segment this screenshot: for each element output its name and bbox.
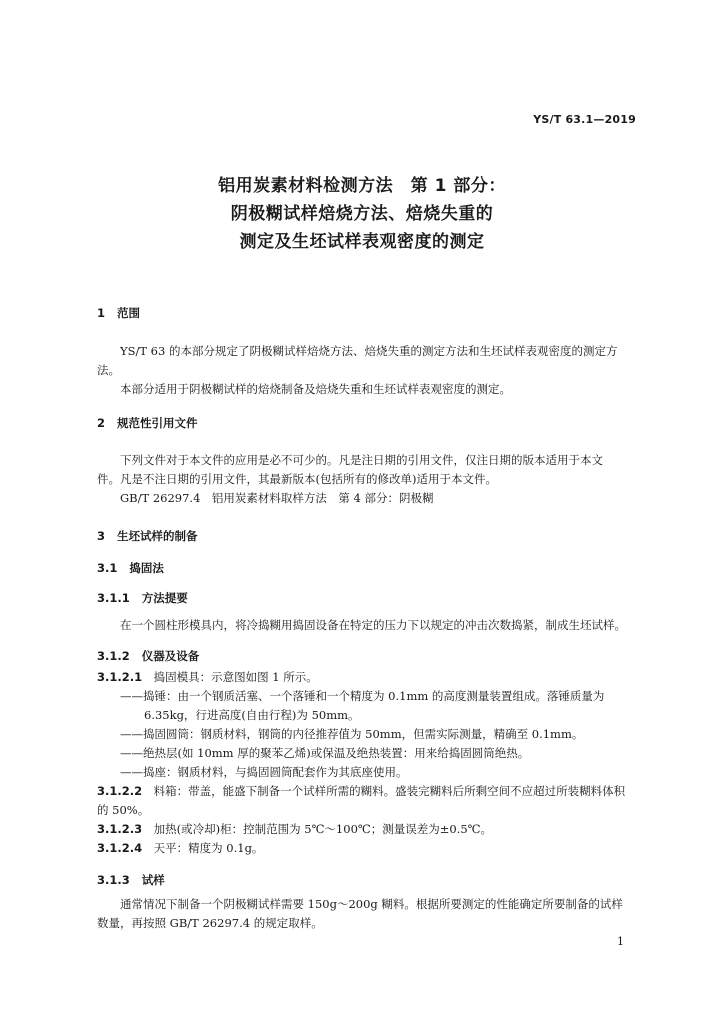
section-1-body: YS/T 63 的本部分规定了阴极糊试样焙烧方法、焙烧失重的测定方法和生坯试样表观密度的测定方 法。 本部分适用于阴极糊试样的焙烧制备及焙烧失重和生坯试样表观密度的测定。 xyxy=(97,344,618,396)
item-3-1-2-4: 3.1.2.4 天平：精度为 0.1g。 xyxy=(97,841,264,855)
section-3-1-heading: 3.1 捣固法 xyxy=(97,561,164,575)
section-3-1-3-heading: 3.1.3 试样 xyxy=(97,873,165,887)
dash-item-ram: ——捣锤：由一个钢质活塞、一个落锤和一个精度为 0.1mm 的高度测量装置组成。落锤质量为 xyxy=(120,689,605,703)
dash-item-insulation: ——绝热层(如 10mm 厚的聚苯乙烯)或保温及绝热装置：用来给捣固圆筒绝热。 xyxy=(120,746,530,760)
section-3-1-1-body: 在一个圆柱形模具内，将冷捣糊用捣固设备在特定的压力下以规定的冲击次数捣紧，制成生坯试样。 xyxy=(120,618,626,632)
title-line-1: 铝用炭素材料检测方法 第 1 部分： xyxy=(218,176,506,196)
item-3-1-2-1: 3.1.2.1 捣固模具：示意图如图 1 所示。 xyxy=(97,670,318,684)
dash-item-cylinder: ——捣固圆筒：钢质材料，钢筒的内径推荐值为 50mm，但需实际测量，精确至 0.1mm。 xyxy=(120,727,584,741)
page-number: 1 xyxy=(617,935,624,948)
title-line-2: 阴极糊试样焙烧方法、焙烧失重的 xyxy=(230,204,494,224)
item-3-1-2-3: 3.1.2.3 加热(或冷却)柜：控制范围为 5℃～100℃；测量误差为±0.5℃。 xyxy=(97,822,493,836)
section-3-heading: 3 生坯试样的制备 xyxy=(97,529,198,543)
item-3-1-2-2: 3.1.2.2 料箱：带盖，能盛下制备一个试样所需的糊料。盛装完糊料后所剩空间不应超过所装糊料体积 xyxy=(97,784,626,798)
section-3-1-2-body: 3.1.2.1 捣固模具：示意图如图 1 所示。 ——捣锤：由一个钢质活塞、一个落锤和一个精度为 0.1mm 的高度测量装置组成。落锤质量为 6.35kg，行进高度(自由行程)为 50mm。 ——捣固圆筒：钢质材料，钢筒的内径推荐值为 50mm，但需实际测量，精确至 0.1mm。 ——绝热层(如 10mm 厚的聚苯乙烯)或保温及绝热装置：用来给捣固圆筒绝热。 ——捣座：钢质材料，与捣固圆筒配套作为其底座使用。 3.1.2.2 料箱：带盖，能盛下制备一个试样所需的糊料。盛装完糊料后所剩空间不应超过所装糊料体积 的 50%。 3.1.2.3 加热(或冷却)柜：控制范围为 5℃～100℃；测量误差为±0.5℃。 3.1.2.4 天平：精度为 0.1g。 xyxy=(97,668,637,858)
dash-item-base: ——捣座：钢质材料，与捣固圆筒配套作为其底座使用。 xyxy=(120,765,408,779)
title-line-3: 测定及生坯试样表观密度的测定 xyxy=(239,232,485,252)
section-1-heading: 1 范围 xyxy=(97,306,141,320)
section-2-heading: 2 规范性引用文件 xyxy=(97,416,198,430)
standard-code: YS/T 63.1—2019 xyxy=(533,113,636,126)
section-2-body: 下列文件对于本文件的应用是必不可少的。凡是注日期的引用文件，仅注日期的版本适用于本文 件。凡是不注日期的引用文件，其最新版本(包括所有的修改单)适用于本文件。 GB/T 26297.4 铝用炭素材料取样方法 第 4 部分：阴极糊 xyxy=(97,451,637,508)
section-3-1-1-heading: 3.1.1 方法提要 xyxy=(97,591,188,605)
document-title xyxy=(0,172,724,256)
normative-reference: GB/T 26297.4 铝用炭素材料取样方法 第 4 部分：阴极糊 xyxy=(120,491,434,505)
section-3-1-3-body: 通常情况下制备一个阴极糊试样需要 150g～200g 糊料。根据所要测定的性能确定所要制备的试样 数量，再按照 GB/T 26297.4 的规定取样。 xyxy=(97,897,623,930)
section-3-1-2-heading: 3.1.2 仪器及设备 xyxy=(97,649,200,663)
